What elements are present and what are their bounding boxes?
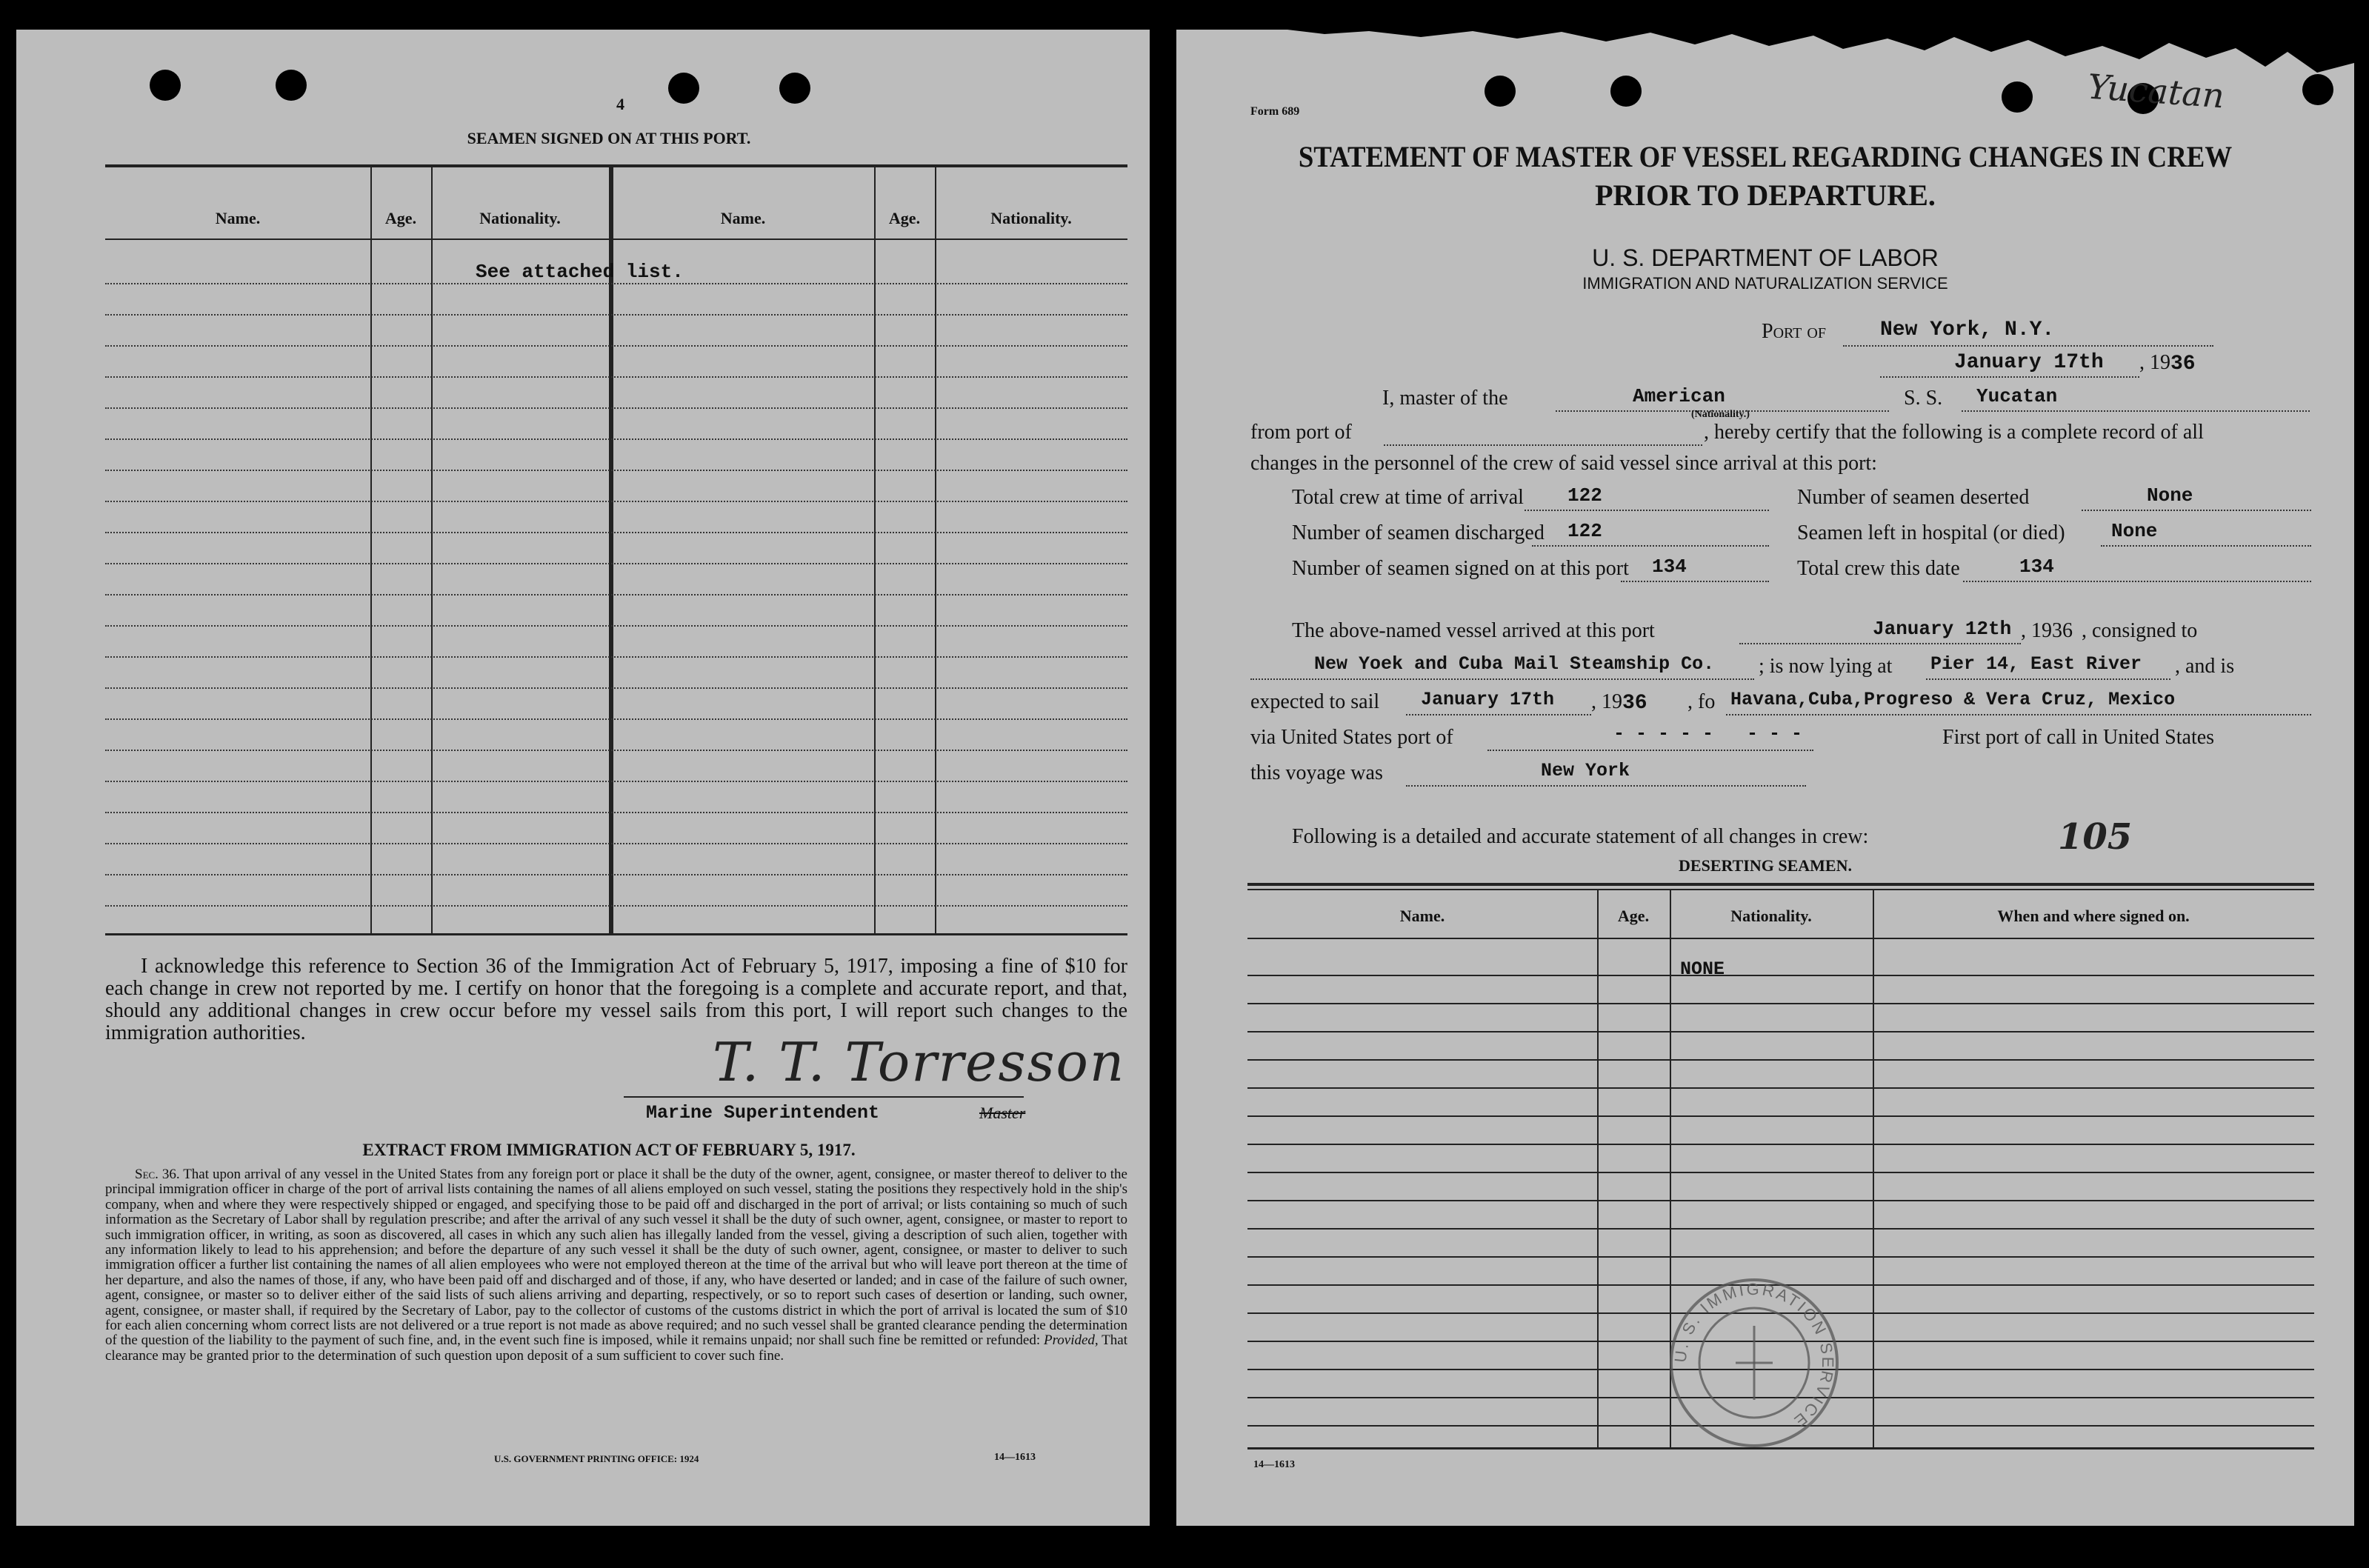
first-port-label: First port of call in United States [1942,726,2215,749]
consignee-value: New Yoek and Cuba Mail Steamship Co. [1314,653,1715,675]
column-header: Nationality. [1730,907,1812,925]
extract-text: Sec. 36. That upon arrival of any vessel in the United States from any foreign port or place it shall be the duty of the owner, agent, consignee, or master thereof to deliver to the principal immigration officer in charge of the port of arrival lists containing the names of all aliens employed on such vessel, stating the positions they respectively hold in the ship's company, when and where they were respectively shipped or engaged, and specifying those to be paid off and discharged in the port of arrival; or lists containing so much of such information as the Secretary of Labor shall by regulation prescribe; and after the arrival of any such vessel it shall be the duty of such owner, agent, consignee, or master to report to such immigration officer, in writing, as soon as discovered, all cases in which any such alien has illegally landed from the vessel, giving a description of such alien, together with any information likely to lead to his apprehension; and before the departure of any such vessel it shall be the duty of such owner, agent, consignee, or master to deliver to such immigration officer a further list containing the names of all alien employees who were not employed thereon at the time of the arrival but who will leave port thereon at the time of her departure, and also the names of those, if any, who have been paid off and discharged and of those, if any, who have deserted or landed; and in case of the failure of such owner, agent, consignee, or master so to deliver either of the said lists of such aliens arriving and departing, respectively, or so to report such cases of desertion or landing, such owner, agent, consignee, or master shall, if required by the Secretary of Labor, pay to the collector of customs of the customs district in which the port of arrival is located the sum of $10 for each alien concerning whom correct lists are not delivered or a true report is not made as above required; and no such vessel shall be granted clearance pending the determination of the question of the liability to the payment of such fine, and, in the event such fine is imposed, while it remains unpaid; nor shall such fine be remitted or refunded: Provided, That clearance may be granted prior to the determination of such question upon deposit of a sum sufficient to cover such fine. [105,1167,1127,1364]
punch-hole [668,73,699,104]
total-crew-label: Total crew at time of arrival [1292,486,1524,509]
date-value: January 17th [1954,351,2104,374]
total-date-value: 134 [2019,556,2054,578]
arrived-value: January 12th [1873,618,2012,640]
total-crew-value: 122 [1567,484,1602,507]
consigned-label: , consigned to [2082,619,2198,642]
table-row-line [105,345,1127,347]
port-value: New York, N.Y. [1880,318,2055,341]
changes-text: changes in the personnel of the crew of said vessel since arrival at this port: [1250,452,1877,475]
signer-title: Marine Superintendent [646,1102,880,1124]
hospital-label: Seamen left in hospital (or died) [1797,521,2065,544]
immigration-stamp [1665,1274,1843,1452]
port-label: Port of [1762,320,1826,343]
table-row-line [105,594,1127,595]
arrived-year: , 1936 [2021,619,2073,642]
table-row-line [105,750,1127,751]
table-row-line [105,687,1127,689]
discharged-value: 122 [1567,520,1602,542]
table-row-line [1247,1003,2314,1004]
signed-on-value: 134 [1652,556,1687,578]
table-row-line [105,625,1127,627]
punch-hole [1485,76,1516,107]
table-row-line [1247,1200,2314,1201]
table-row-line [1247,1087,2314,1089]
form-code: 14—1613 [994,1452,1036,1463]
left-page [16,30,1150,1526]
ss-label: S. S. [1904,387,1943,410]
table-row-line [1247,1115,2314,1117]
table-row-line [105,407,1127,409]
table-row-line [1247,1172,2314,1173]
handwritten-annotation: Yucatan [2086,66,2226,116]
punch-hole [1610,76,1642,107]
acknowledgment-text: I acknowledge this reference to Section 36 of the Immigration Act of February 5, 1917, imposing a fine of $10 for each change in crew not reported by me. I certify on honor that the foregoing is a complete and accurate report, and that, should any additional changes in crew occur before my vessel sails from this port, I will report such changes to the immigration authorities. [105,955,1127,1044]
department: U. S. DEPARTMENT OF LABOR [1592,244,1939,271]
form-title-line2: PRIOR TO DEPARTURE. [1595,179,1936,212]
nationality-value: American [1633,385,1725,407]
column-header: Nationality. [479,209,561,227]
form-title: STATEMENT OF MASTER OF VESSEL REGARDING CHANGES IN CREW [1298,140,2233,173]
voyage-value: New York [1541,760,1630,781]
lying-label: ; is now lying at [1759,655,1893,678]
form-code: 14—1613 [1253,1459,1295,1470]
struck-word: Master [979,1104,1026,1122]
master-label: I, master of the [1382,387,1508,410]
destination-value: Havana,Cuba,Progreso & Vera Cruz, Mexico [1730,689,2176,710]
table-row-line [1247,1228,2314,1230]
table-row-line [105,376,1127,378]
table-row-line [105,905,1127,907]
hospital-value: None [2111,520,2158,542]
pier-value: Pier 14, East River [1930,653,2142,675]
signed-on-label: Number of seamen signed on at this port [1292,557,1629,580]
column-header: Name. [1399,907,1445,925]
table-row-line [105,470,1127,471]
page-number: 4 [616,95,624,113]
date-year: , 1936 [2139,351,2196,376]
punch-hole [779,73,810,104]
punch-hole [276,70,307,101]
punch-hole [2002,81,2033,113]
column-header: Nationality. [990,209,1072,227]
table-row-line [105,438,1127,440]
and-is-label: , and is [2175,655,2235,678]
table-row-line [105,874,1127,875]
table-row-line [105,843,1127,844]
table-row-line [105,718,1127,720]
following-text: Following is a detailed and accurate statement of all changes in crew: [1292,825,1869,848]
column-header: Age. [384,209,417,227]
deserter-entry: NONE [1680,958,1725,980]
svg-text:U. S. IMMIGRATION SERVICE: U. S. IMMIGRATION SERVICE [1670,1279,1838,1432]
printer-line: U.S. GOVERNMENT PRINTING OFFICE: 1924 [494,1453,699,1464]
deserting-heading: DESERTING SEAMEN. [1679,856,1852,875]
punch-hole [2302,74,2333,105]
table-row-line [1247,1059,2314,1061]
for-label: , fo [1687,690,1716,713]
deserted-value: None [2147,484,2193,507]
column-header: Name. [215,209,261,227]
sail-date-value: January 17th [1421,689,1555,710]
voyage-label: this voyage was [1250,761,1383,784]
section-heading: SEAMEN SIGNED ON AT THIS PORT. [467,129,751,147]
torn-edge [1176,30,2354,74]
table-row-line [105,781,1127,782]
column-header: Age. [888,209,921,227]
table-row-line [105,501,1127,502]
form-number: Form 689 [1250,105,1300,118]
nationality-caption: (Nationality.) [1691,409,1750,420]
column-header: Age. [1617,907,1650,925]
punch-hole [150,70,181,101]
total-date-label: Total crew this date [1797,557,1960,580]
discharged-label: Number of seamen discharged [1292,521,1545,544]
certify-text: , hereby certify that the following is a complete record of all [1704,421,2204,444]
table-entry: See attached list. [476,261,684,283]
table-row-line [105,812,1127,813]
table-row-line [105,656,1127,658]
via-value: - - - - - - - - [1613,723,1803,744]
deserted-label: Number of seamen deserted [1797,486,2030,509]
service: IMMIGRATION AND NATURALIZATION SERVICE [1582,274,1948,293]
sail-year: , 1936 [1591,690,1647,715]
arrived-label: The above-named vessel arrived at this port [1292,619,1655,642]
column-header: Name. [720,209,766,227]
expected-label: expected to sail [1250,690,1380,713]
vessel-name: Yucatan [1976,385,2058,407]
table-row-line [1247,1256,2314,1258]
from-port-label: from port of [1250,421,1352,444]
table-row-line [105,283,1127,284]
extract-heading: EXTRACT FROM IMMIGRATION ACT OF FEBRUARY 5, 1917. [362,1141,856,1159]
table-row-line [1247,1031,2314,1032]
table-row-line [105,314,1127,316]
via-label: via United States port of [1250,726,1453,749]
handwritten-number: 105 [2058,816,2133,858]
table-row-line [105,563,1127,564]
table-row-line [1247,975,2314,976]
column-header: When and where signed on. [1997,907,2190,925]
table-row-line [105,532,1127,533]
right-page [1176,30,2354,1526]
signature: T. T. Torresson [713,1031,1126,1093]
table-row-line [1247,1144,2314,1145]
